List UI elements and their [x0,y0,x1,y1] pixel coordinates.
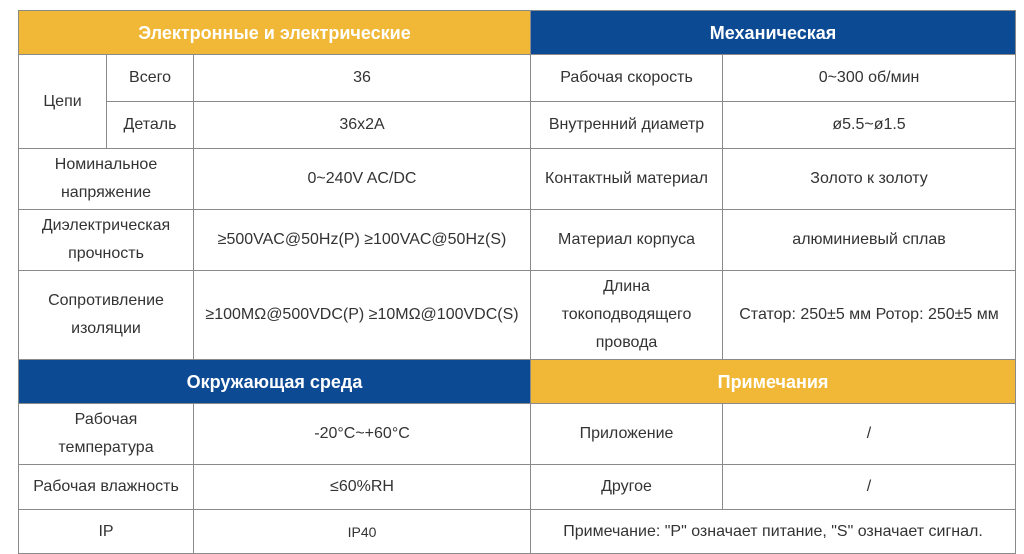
contact-label: Контактный материал [531,149,723,210]
application-label: Приложение [531,404,723,465]
circuits-label: Цепи [19,55,107,149]
other-value: / [723,465,1016,510]
note-text: Примечание: "P" означает питание, "S" означает сигнал. [531,510,1016,554]
table-row [19,465,1016,510]
header-mechanical: Механическая [531,11,1016,55]
detail-label: Деталь [107,102,194,149]
speed-label: Рабочая скорость [531,55,723,102]
inner-diameter-label: Внутренний диаметр [531,102,723,149]
housing-label: Материал корпуса [531,210,723,271]
lead-label: Длина токоподводящего провода [531,271,723,360]
total-label: Всего [107,55,194,102]
humidity-label: Рабочая влажность [19,465,194,510]
header-electronic: Электронные и электрические [19,11,531,55]
total-value: 36 [194,55,531,102]
insulation-label: Сопротивление изоляции [19,271,194,360]
spec-table [18,10,1016,554]
housing-value: алюминиевый сплав [723,210,1016,271]
table-row [19,55,1016,102]
humidity-value: ≤60%RH [194,465,531,510]
contact-value: Золото к золоту [723,149,1016,210]
table-row [19,510,1016,554]
dielectric-label: Диэлектрическая прочность [19,210,194,271]
voltage-label: Номинальное напряжение [19,149,194,210]
header-row-2 [19,360,1016,404]
table-row [19,271,1016,360]
detail-value: 36x2A [194,102,531,149]
table-row [19,404,1016,465]
ip-value: IP40 [194,510,531,554]
ip-label: IP [19,510,194,554]
other-label: Другое [531,465,723,510]
table-row [19,102,1016,149]
insulation-value: ≥100MΩ@500VDC(P) ≥10MΩ@100VDC(S) [194,271,531,360]
temp-value: -20°C~+60°C [194,404,531,465]
header-row-1 [19,11,1016,55]
voltage-value: 0~240V AC/DC [194,149,531,210]
temp-label: Рабочая температура [19,404,194,465]
table-row [19,210,1016,271]
dielectric-value: ≥500VAC@50Hz(P) ≥100VAC@50Hz(S) [194,210,531,271]
speed-value: 0~300 об/мин [723,55,1016,102]
header-notes: Примечания [531,360,1016,404]
header-environment: Окружающая среда [19,360,531,404]
inner-diameter-value: ø5.5~ø1.5 [723,102,1016,149]
lead-value: Статор: 250±5 мм Ротор: 250±5 мм [723,271,1016,360]
table-row [19,149,1016,210]
application-value: / [723,404,1016,465]
